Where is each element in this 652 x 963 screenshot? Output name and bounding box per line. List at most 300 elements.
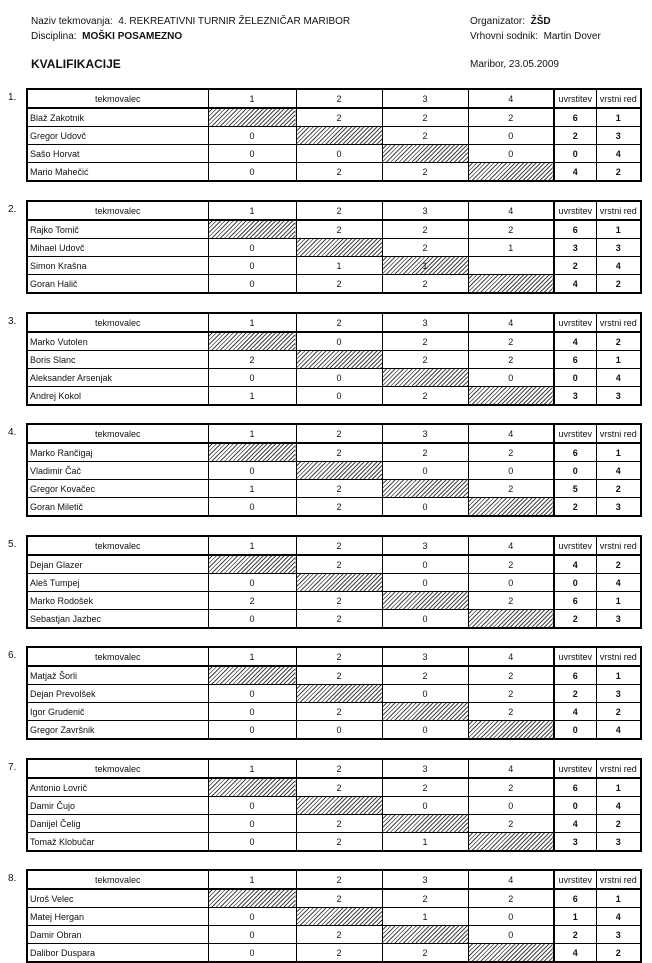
player-row [27, 145, 641, 163]
self-match-cell [468, 610, 554, 629]
player-column-header: tekmovalec [27, 89, 208, 108]
player-column-header: tekmovalec [27, 870, 208, 889]
score-cell: 2 [382, 944, 468, 963]
col-3-header: 3 [382, 759, 468, 778]
score-cell: 0 [208, 815, 296, 833]
player-row [27, 369, 641, 387]
col-2-header: 2 [296, 647, 382, 666]
score-cell: 0 [468, 574, 554, 592]
player-name: Boris Slanc [27, 351, 208, 369]
points-cell: 4 [554, 944, 596, 963]
col-3-header: 3 [382, 424, 468, 443]
player-name: Dejan Prevolšek [27, 685, 208, 703]
rank-cell: 3 [596, 926, 641, 944]
judge-value: Martin Dover [543, 31, 601, 42]
rank-cell: 1 [596, 889, 641, 908]
player-column-header: tekmovalec [27, 536, 208, 555]
col-4-header: 4 [468, 759, 554, 778]
col-3-header: 3 [382, 201, 468, 220]
group-table [26, 88, 642, 182]
score-cell: 2 [382, 889, 468, 908]
event-name: 4. REKREATIVNI TURNIR ŽELEZNIČAR MARIBOR [118, 16, 351, 27]
points-cell: 0 [554, 145, 596, 163]
points-cell: 4 [554, 163, 596, 182]
score-cell: 2 [468, 666, 554, 685]
score-cell: 0 [208, 462, 296, 480]
rank-cell: 1 [596, 666, 641, 685]
score-cell: 2 [468, 108, 554, 127]
score-cell: 1 [468, 239, 554, 257]
rank-cell: 4 [596, 908, 641, 926]
col-1-header: 1 [208, 424, 296, 443]
rank-cell: 2 [596, 944, 641, 963]
rank-cell: 2 [596, 815, 641, 833]
group-table [26, 312, 642, 406]
rank-column-header: vrstni red [596, 647, 641, 666]
col-1-header: 1 [208, 89, 296, 108]
score-cell: 2 [296, 163, 382, 182]
score-cell: 2 [468, 778, 554, 797]
rank-column-header: vrstni red [596, 759, 641, 778]
header-row [27, 759, 641, 778]
score-cell: 0 [208, 163, 296, 182]
score-cell: 2 [296, 833, 382, 852]
points-column-header: uvrstitev [554, 89, 596, 108]
self-match-cell [468, 833, 554, 852]
self-match-cell [468, 275, 554, 294]
header-row [27, 424, 641, 443]
score-cell: 2 [468, 592, 554, 610]
player-row [27, 108, 641, 127]
score-cell [468, 257, 554, 275]
score-cell: 2 [296, 275, 382, 294]
player-column-header: tekmovalec [27, 201, 208, 220]
score-cell: 0 [382, 498, 468, 517]
rank-cell: 2 [596, 555, 641, 574]
player-column-header: tekmovalec [27, 424, 208, 443]
rank-cell: 3 [596, 610, 641, 629]
col-1-header: 1 [208, 647, 296, 666]
player-name: Rajko Tomič [27, 220, 208, 239]
score-cell: 2 [296, 703, 382, 721]
col-2-header: 2 [296, 536, 382, 555]
player-name: Sašo Horvat [27, 145, 208, 163]
score-cell: 0 [208, 944, 296, 963]
place-date: Maribor, 23.05.2009 [470, 59, 559, 70]
self-match-cell [382, 145, 468, 163]
col-4-header: 4 [468, 647, 554, 666]
score-cell: 2 [382, 220, 468, 239]
score-cell: 2 [382, 127, 468, 145]
player-name: Aleksander Arsenjak [27, 369, 208, 387]
score-cell: 0 [468, 926, 554, 944]
score-cell: 2 [296, 498, 382, 517]
rank-cell: 2 [596, 163, 641, 182]
rank-cell: 2 [596, 480, 641, 498]
self-match-cell [208, 332, 296, 351]
rank-cell: 3 [596, 833, 641, 852]
points-column-header: uvrstitev [554, 536, 596, 555]
col-4-header: 4 [468, 313, 554, 332]
score-cell: 2 [468, 443, 554, 462]
player-name: Mario Mahečić [27, 163, 208, 182]
player-name: Tomaž Klobučar [27, 833, 208, 852]
player-name: Goran Halič [27, 275, 208, 294]
rank-cell: 4 [596, 574, 641, 592]
points-column-header: uvrstitev [554, 759, 596, 778]
col-1-header: 1 [208, 759, 296, 778]
points-cell: 0 [554, 574, 596, 592]
self-match-cell [468, 721, 554, 740]
player-row [27, 797, 641, 815]
rank-cell: 1 [596, 443, 641, 462]
col-3-header: 3 [382, 647, 468, 666]
score-cell: 0 [296, 369, 382, 387]
score-cell: 0 [208, 833, 296, 852]
col-3-header: 3 [382, 89, 468, 108]
score-cell: 0 [382, 610, 468, 629]
points-cell: 2 [554, 498, 596, 517]
player-row [27, 498, 641, 517]
score-cell: 0 [208, 145, 296, 163]
score-cell: 0 [208, 703, 296, 721]
self-match-cell: 1 [382, 257, 468, 275]
score-cell: 0 [208, 257, 296, 275]
group-number: 2. [8, 204, 17, 215]
score-cell: 2 [296, 220, 382, 239]
score-cell: 2 [468, 220, 554, 239]
header-row [27, 89, 641, 108]
player-name: Gregor Udovč [27, 127, 208, 145]
score-cell: 2 [468, 889, 554, 908]
player-name: Damir Obran [27, 926, 208, 944]
group-number: 8. [8, 873, 17, 884]
self-match-cell [208, 555, 296, 574]
player-row [27, 127, 641, 145]
score-cell: 2 [468, 685, 554, 703]
rank-cell: 4 [596, 797, 641, 815]
player-name: Matjaž Šorli [27, 666, 208, 685]
points-cell: 2 [554, 257, 596, 275]
points-cell: 4 [554, 815, 596, 833]
points-cell: 0 [554, 462, 596, 480]
score-cell: 2 [296, 592, 382, 610]
rank-cell: 4 [596, 462, 641, 480]
player-name: Mihael Udovč [27, 239, 208, 257]
score-cell: 0 [468, 369, 554, 387]
score-cell: 2 [382, 387, 468, 406]
player-row [27, 889, 641, 908]
rank-column-header: vrstni red [596, 201, 641, 220]
player-row [27, 257, 641, 275]
player-column-header: tekmovalec [27, 313, 208, 332]
rank-cell: 3 [596, 498, 641, 517]
player-name: Simon Krašna [27, 257, 208, 275]
rank-cell: 1 [596, 220, 641, 239]
header-row [27, 201, 641, 220]
score-cell: 0 [296, 387, 382, 406]
score-cell: 2 [382, 239, 468, 257]
self-match-cell [296, 462, 382, 480]
col-4-header: 4 [468, 870, 554, 889]
player-row [27, 815, 641, 833]
player-name: Sebastjan Jazbec [27, 610, 208, 629]
score-cell: 2 [468, 351, 554, 369]
score-cell: 2 [468, 332, 554, 351]
group-table [26, 758, 642, 852]
score-cell: 0 [382, 685, 468, 703]
group-table [26, 869, 642, 963]
points-cell: 1 [554, 908, 596, 926]
self-match-cell [296, 797, 382, 815]
organizer [470, 16, 551, 27]
score-cell: 0 [208, 239, 296, 257]
self-match-cell [382, 480, 468, 498]
points-cell: 6 [554, 351, 596, 369]
col-1-header: 1 [208, 201, 296, 220]
player-name: Gregor Kovačec [27, 480, 208, 498]
score-cell: 2 [296, 610, 382, 629]
score-cell: 2 [382, 351, 468, 369]
points-cell: 2 [554, 610, 596, 629]
rank-cell: 4 [596, 721, 641, 740]
organizer-value: ŽŠD [530, 16, 551, 27]
score-cell: 0 [468, 797, 554, 815]
col-3-header: 3 [382, 536, 468, 555]
player-name: Aleš Tumpej [27, 574, 208, 592]
rank-column-header: vrstni red [596, 536, 641, 555]
score-cell: 0 [296, 145, 382, 163]
points-column-header: uvrstitev [554, 424, 596, 443]
col-4-header: 4 [468, 536, 554, 555]
group-number: 5. [8, 539, 17, 550]
group-table [26, 423, 642, 517]
col-3-header: 3 [382, 870, 468, 889]
player-name: Marko Vutolen [27, 332, 208, 351]
score-cell: 2 [382, 332, 468, 351]
player-row [27, 666, 641, 685]
points-cell: 6 [554, 592, 596, 610]
points-cell: 4 [554, 555, 596, 574]
player-name: Dejan Glazer [27, 555, 208, 574]
group-number: 6. [8, 650, 17, 661]
score-cell: 2 [382, 443, 468, 462]
group-number: 1. [8, 92, 17, 103]
points-cell: 0 [554, 797, 596, 815]
self-match-cell [382, 703, 468, 721]
header-row [27, 536, 641, 555]
self-match-cell [468, 944, 554, 963]
player-row [27, 332, 641, 351]
points-cell: 3 [554, 833, 596, 852]
player-name: Igor Grudenič [27, 703, 208, 721]
player-row [27, 685, 641, 703]
player-row [27, 163, 641, 182]
rank-cell: 1 [596, 778, 641, 797]
player-name: Uroš Velec [27, 889, 208, 908]
col-3-header: 3 [382, 313, 468, 332]
points-cell: 0 [554, 369, 596, 387]
score-cell: 0 [208, 275, 296, 294]
col-2-header: 2 [296, 89, 382, 108]
player-name: Blaž Zakotnik [27, 108, 208, 127]
col-4-header: 4 [468, 89, 554, 108]
self-match-cell [382, 926, 468, 944]
player-column-header: tekmovalec [27, 647, 208, 666]
discipline-label: Disciplina: [31, 31, 77, 42]
score-cell: 1 [296, 257, 382, 275]
self-match-cell [208, 443, 296, 462]
rank-column-header: vrstni red [596, 89, 641, 108]
score-cell: 0 [208, 721, 296, 740]
rank-cell: 1 [596, 592, 641, 610]
self-match-cell [296, 127, 382, 145]
score-cell: 2 [296, 666, 382, 685]
header-row [27, 647, 641, 666]
group-number: 3. [8, 316, 17, 327]
score-cell: 0 [208, 369, 296, 387]
rank-cell: 3 [596, 685, 641, 703]
score-cell: 2 [468, 555, 554, 574]
player-row [27, 778, 641, 797]
points-cell: 5 [554, 480, 596, 498]
player-row [27, 833, 641, 852]
points-cell: 2 [554, 127, 596, 145]
points-column-header: uvrstitev [554, 647, 596, 666]
self-match-cell [296, 351, 382, 369]
player-row [27, 443, 641, 462]
rank-column-header: vrstni red [596, 870, 641, 889]
player-name: Danijel Čelig [27, 815, 208, 833]
player-name: Goran Miletič [27, 498, 208, 517]
score-cell: 0 [468, 908, 554, 926]
self-match-cell [468, 498, 554, 517]
points-column-header: uvrstitev [554, 201, 596, 220]
self-match-cell [208, 220, 296, 239]
player-name: Marko Rančigaj [27, 443, 208, 462]
player-name: Vladimir Čač [27, 462, 208, 480]
self-match-cell [296, 574, 382, 592]
score-cell: 2 [296, 944, 382, 963]
score-cell: 2 [382, 666, 468, 685]
score-cell: 0 [468, 145, 554, 163]
points-cell: 3 [554, 387, 596, 406]
player-name: Matej Hergan [27, 908, 208, 926]
score-cell: 2 [468, 815, 554, 833]
group-table [26, 646, 642, 740]
player-row [27, 610, 641, 629]
score-cell: 2 [296, 778, 382, 797]
group-number: 4. [8, 427, 17, 438]
points-cell: 0 [554, 721, 596, 740]
player-row [27, 908, 641, 926]
self-match-cell [382, 592, 468, 610]
judge-label: Vrhovni sodnik: [470, 31, 538, 42]
player-name: Antonio Lovrič [27, 778, 208, 797]
score-cell: 2 [468, 480, 554, 498]
points-cell: 6 [554, 666, 596, 685]
player-name: Marko Rodošek [27, 592, 208, 610]
score-cell: 2 [296, 815, 382, 833]
player-row [27, 592, 641, 610]
col-1-header: 1 [208, 313, 296, 332]
section-title: KVALIFIKACIJE [31, 57, 121, 71]
player-row [27, 275, 641, 294]
self-match-cell [382, 369, 468, 387]
score-cell: 0 [296, 332, 382, 351]
score-cell: 0 [468, 462, 554, 480]
rank-cell: 3 [596, 127, 641, 145]
rank-cell: 3 [596, 387, 641, 406]
self-match-cell [296, 908, 382, 926]
self-match-cell [296, 239, 382, 257]
player-name: Andrej Kokol [27, 387, 208, 406]
group-number: 7. [8, 762, 17, 773]
player-row [27, 574, 641, 592]
score-cell: 2 [382, 163, 468, 182]
group-table [26, 535, 642, 629]
col-4-header: 4 [468, 201, 554, 220]
score-cell: 0 [468, 127, 554, 145]
points-cell: 2 [554, 926, 596, 944]
player-name: Gregor Završnik [27, 721, 208, 740]
rank-cell: 2 [596, 332, 641, 351]
score-cell: 0 [208, 574, 296, 592]
score-cell: 2 [468, 703, 554, 721]
score-cell: 2 [382, 275, 468, 294]
score-cell: 0 [208, 908, 296, 926]
points-column-header: uvrstitev [554, 870, 596, 889]
player-row [27, 387, 641, 406]
score-cell: 0 [296, 721, 382, 740]
player-name: Dalibor Duspara [27, 944, 208, 963]
self-match-cell [208, 889, 296, 908]
rank-column-header: vrstni red [596, 424, 641, 443]
event-label: Naziv tekmovanja: [31, 16, 113, 27]
player-name: Damir Čujo [27, 797, 208, 815]
score-cell: 0 [382, 574, 468, 592]
score-cell: 2 [208, 351, 296, 369]
score-cell: 2 [296, 480, 382, 498]
col-2-header: 2 [296, 759, 382, 778]
points-cell: 6 [554, 778, 596, 797]
points-column-header: uvrstitev [554, 313, 596, 332]
discipline [31, 31, 182, 42]
score-cell: 1 [208, 387, 296, 406]
score-cell: 0 [382, 797, 468, 815]
score-cell: 2 [296, 108, 382, 127]
score-cell: 2 [208, 592, 296, 610]
score-cell: 0 [208, 685, 296, 703]
rank-cell: 1 [596, 351, 641, 369]
col-4-header: 4 [468, 424, 554, 443]
points-cell: 3 [554, 239, 596, 257]
score-cell: 0 [382, 721, 468, 740]
player-row [27, 721, 641, 740]
header-row [27, 870, 641, 889]
score-cell: 2 [382, 108, 468, 127]
player-row [27, 555, 641, 574]
score-cell: 0 [382, 462, 468, 480]
col-2-header: 2 [296, 201, 382, 220]
self-match-cell [468, 163, 554, 182]
points-cell: 6 [554, 220, 596, 239]
header-row [27, 313, 641, 332]
points-cell: 6 [554, 443, 596, 462]
rank-cell: 2 [596, 275, 641, 294]
player-row [27, 703, 641, 721]
player-row [27, 351, 641, 369]
